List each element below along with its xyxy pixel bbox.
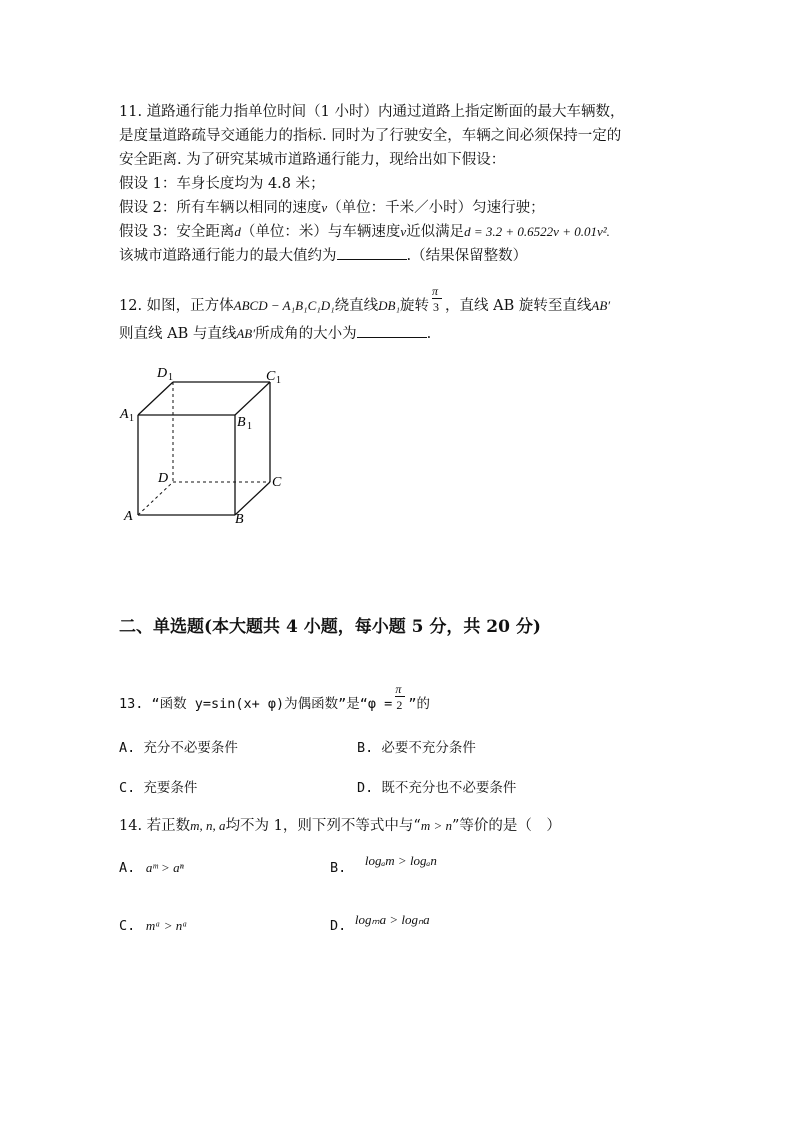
q11-question-tail: .（结果保留整数）	[406, 248, 528, 264]
q12-ab-prime: AB′	[591, 298, 611, 313]
q14-option-b-expr: logₐm > logₐn	[364, 853, 437, 868]
q14-stem-mid: 均不为 1，则下列不等式中与“	[225, 818, 421, 834]
q13-option-b[interactable]: B. 必要不充分条件	[357, 740, 476, 756]
q14-option-a[interactable]	[119, 860, 184, 876]
q14-option-d-label: D.	[330, 918, 347, 934]
q11-line2: 是度量道路疏导交通能力的指标. 同时为了行驶安全，车辆之间必须保持一定的	[119, 128, 622, 144]
q14-condition: m > n	[420, 818, 452, 833]
q14-option-d-expr: logₘa > logₙa	[354, 912, 430, 927]
q14-vars: m, n, a	[190, 818, 226, 833]
q13-option-c[interactable]: C. 充要条件	[119, 780, 198, 796]
label-c: C	[272, 475, 282, 490]
q13-stem	[119, 682, 430, 712]
label-d1: D	[157, 366, 168, 381]
q13-fraction	[395, 682, 405, 712]
q11-assumption3-text: 假设 3：安全距离	[119, 224, 235, 240]
q12-axis: DB₁	[378, 298, 401, 313]
q12-intro: 12. 如图，正方体	[119, 298, 234, 314]
q11-assumption2-unit: （单位：千米／小时）匀速行驶；	[327, 200, 545, 216]
q11-distance-var: d	[234, 224, 241, 239]
q11-line1: 11. 道路通行能力指单位时间（1 小时）内通过道路上指定断面的最大车辆数，	[119, 104, 625, 120]
cube-figure	[115, 360, 295, 530]
label-d1-sub: 1	[168, 372, 173, 383]
q13-option-d[interactable]: D. 既不充分也不必要条件	[357, 780, 517, 796]
q12-frac-num: π	[432, 284, 439, 298]
q14-option-b-label: B.	[330, 860, 347, 876]
q12-line2	[119, 322, 431, 343]
label-d: D	[158, 471, 169, 486]
q12-angle-fraction	[432, 284, 442, 314]
edge-b-c	[235, 482, 270, 515]
q11-line3: 安全距离. 为了研究某城市道路通行能力，现给出如下假设：	[119, 152, 506, 168]
q12-angle-text: 所成角的大小为	[255, 326, 357, 342]
q11-answer-blank[interactable]	[337, 247, 407, 260]
q14-stem-tail: ”等价的是（ ）	[451, 818, 561, 834]
q11-speed-var-2: v	[400, 224, 407, 239]
q12-ab-prime-2: AB′	[236, 326, 256, 341]
q14-option-c[interactable]	[119, 918, 187, 934]
q14-stem-text: 14. 若正数	[119, 818, 191, 834]
q14-option-c-expr: mᵃ > nᵃ	[145, 918, 188, 933]
q11-assumption2	[119, 196, 545, 217]
q13-frac-den: 2	[396, 698, 403, 712]
q11-assumption2-text: 假设 2：所有车辆以相同的速度	[119, 200, 322, 216]
q12-line2-tail: .	[426, 326, 432, 342]
q13-frac-bar	[395, 696, 405, 697]
q11-assumption1: 假设 1：车身长度均为 4.8 米；	[119, 176, 325, 192]
q12-frac-bar	[432, 298, 442, 299]
label-b: B	[235, 512, 244, 527]
q12-line-ab: ，直线 AB 旋转至直线	[445, 298, 592, 314]
q11-formula: d = 3.2 + 0.6522v + 0.01v².	[464, 224, 610, 239]
label-c1-sub: 1	[276, 375, 281, 386]
q12-rotate: 旋转	[400, 298, 430, 314]
edge-b1-c1	[235, 382, 270, 415]
q14-option-a-expr: aᵐ > aⁿ	[145, 860, 184, 875]
q13-frac-num: π	[395, 682, 402, 696]
q13-stem-tail: ”的	[408, 696, 430, 712]
q12-line1	[119, 284, 611, 315]
q12-frac-den: 3	[433, 300, 440, 314]
q11-question	[119, 244, 527, 265]
label-a: A	[124, 509, 133, 524]
q11-speed-var: v	[321, 200, 328, 215]
label-b1: B	[237, 415, 246, 430]
edge-a-d-hidden	[138, 482, 173, 515]
label-a1-sub: 1	[129, 413, 134, 424]
q12-cube-name: ABCD − A₁B₁C₁D₁	[233, 298, 335, 313]
q14-option-c-label: C.	[119, 918, 136, 934]
q11-assumption3-approx: 近似满足	[406, 224, 465, 240]
q14-option-b[interactable]	[330, 853, 437, 876]
q13-stem-text: 13. “函数 y=sin(x+ φ)为偶函数”是“φ =	[119, 696, 393, 712]
q12-around-line: 绕直线	[334, 298, 379, 314]
q13-option-a[interactable]: A. 充分不必要条件	[119, 740, 238, 756]
q11-assumption3	[119, 220, 610, 241]
q11-assumption3-unit: （单位：米）与车辆速度	[240, 224, 401, 240]
q12-answer-blank[interactable]	[357, 325, 427, 338]
section2-heading: 二、单选题(本大题共 4 小题，每小题 5 分，共 20 分)	[119, 617, 541, 637]
edge-a1-d1	[138, 382, 173, 415]
q14-option-a-label: A.	[119, 860, 136, 876]
q14-option-d[interactable]	[330, 912, 430, 934]
label-b1-sub: 1	[247, 421, 252, 432]
q14-stem	[119, 814, 561, 835]
q12-line2-text: 则直线 AB 与直线	[119, 326, 237, 342]
label-a1: A	[120, 407, 129, 422]
label-c1: C	[266, 369, 276, 384]
q11-question-text: 该城市道路通行能力的最大值约为	[119, 248, 337, 264]
